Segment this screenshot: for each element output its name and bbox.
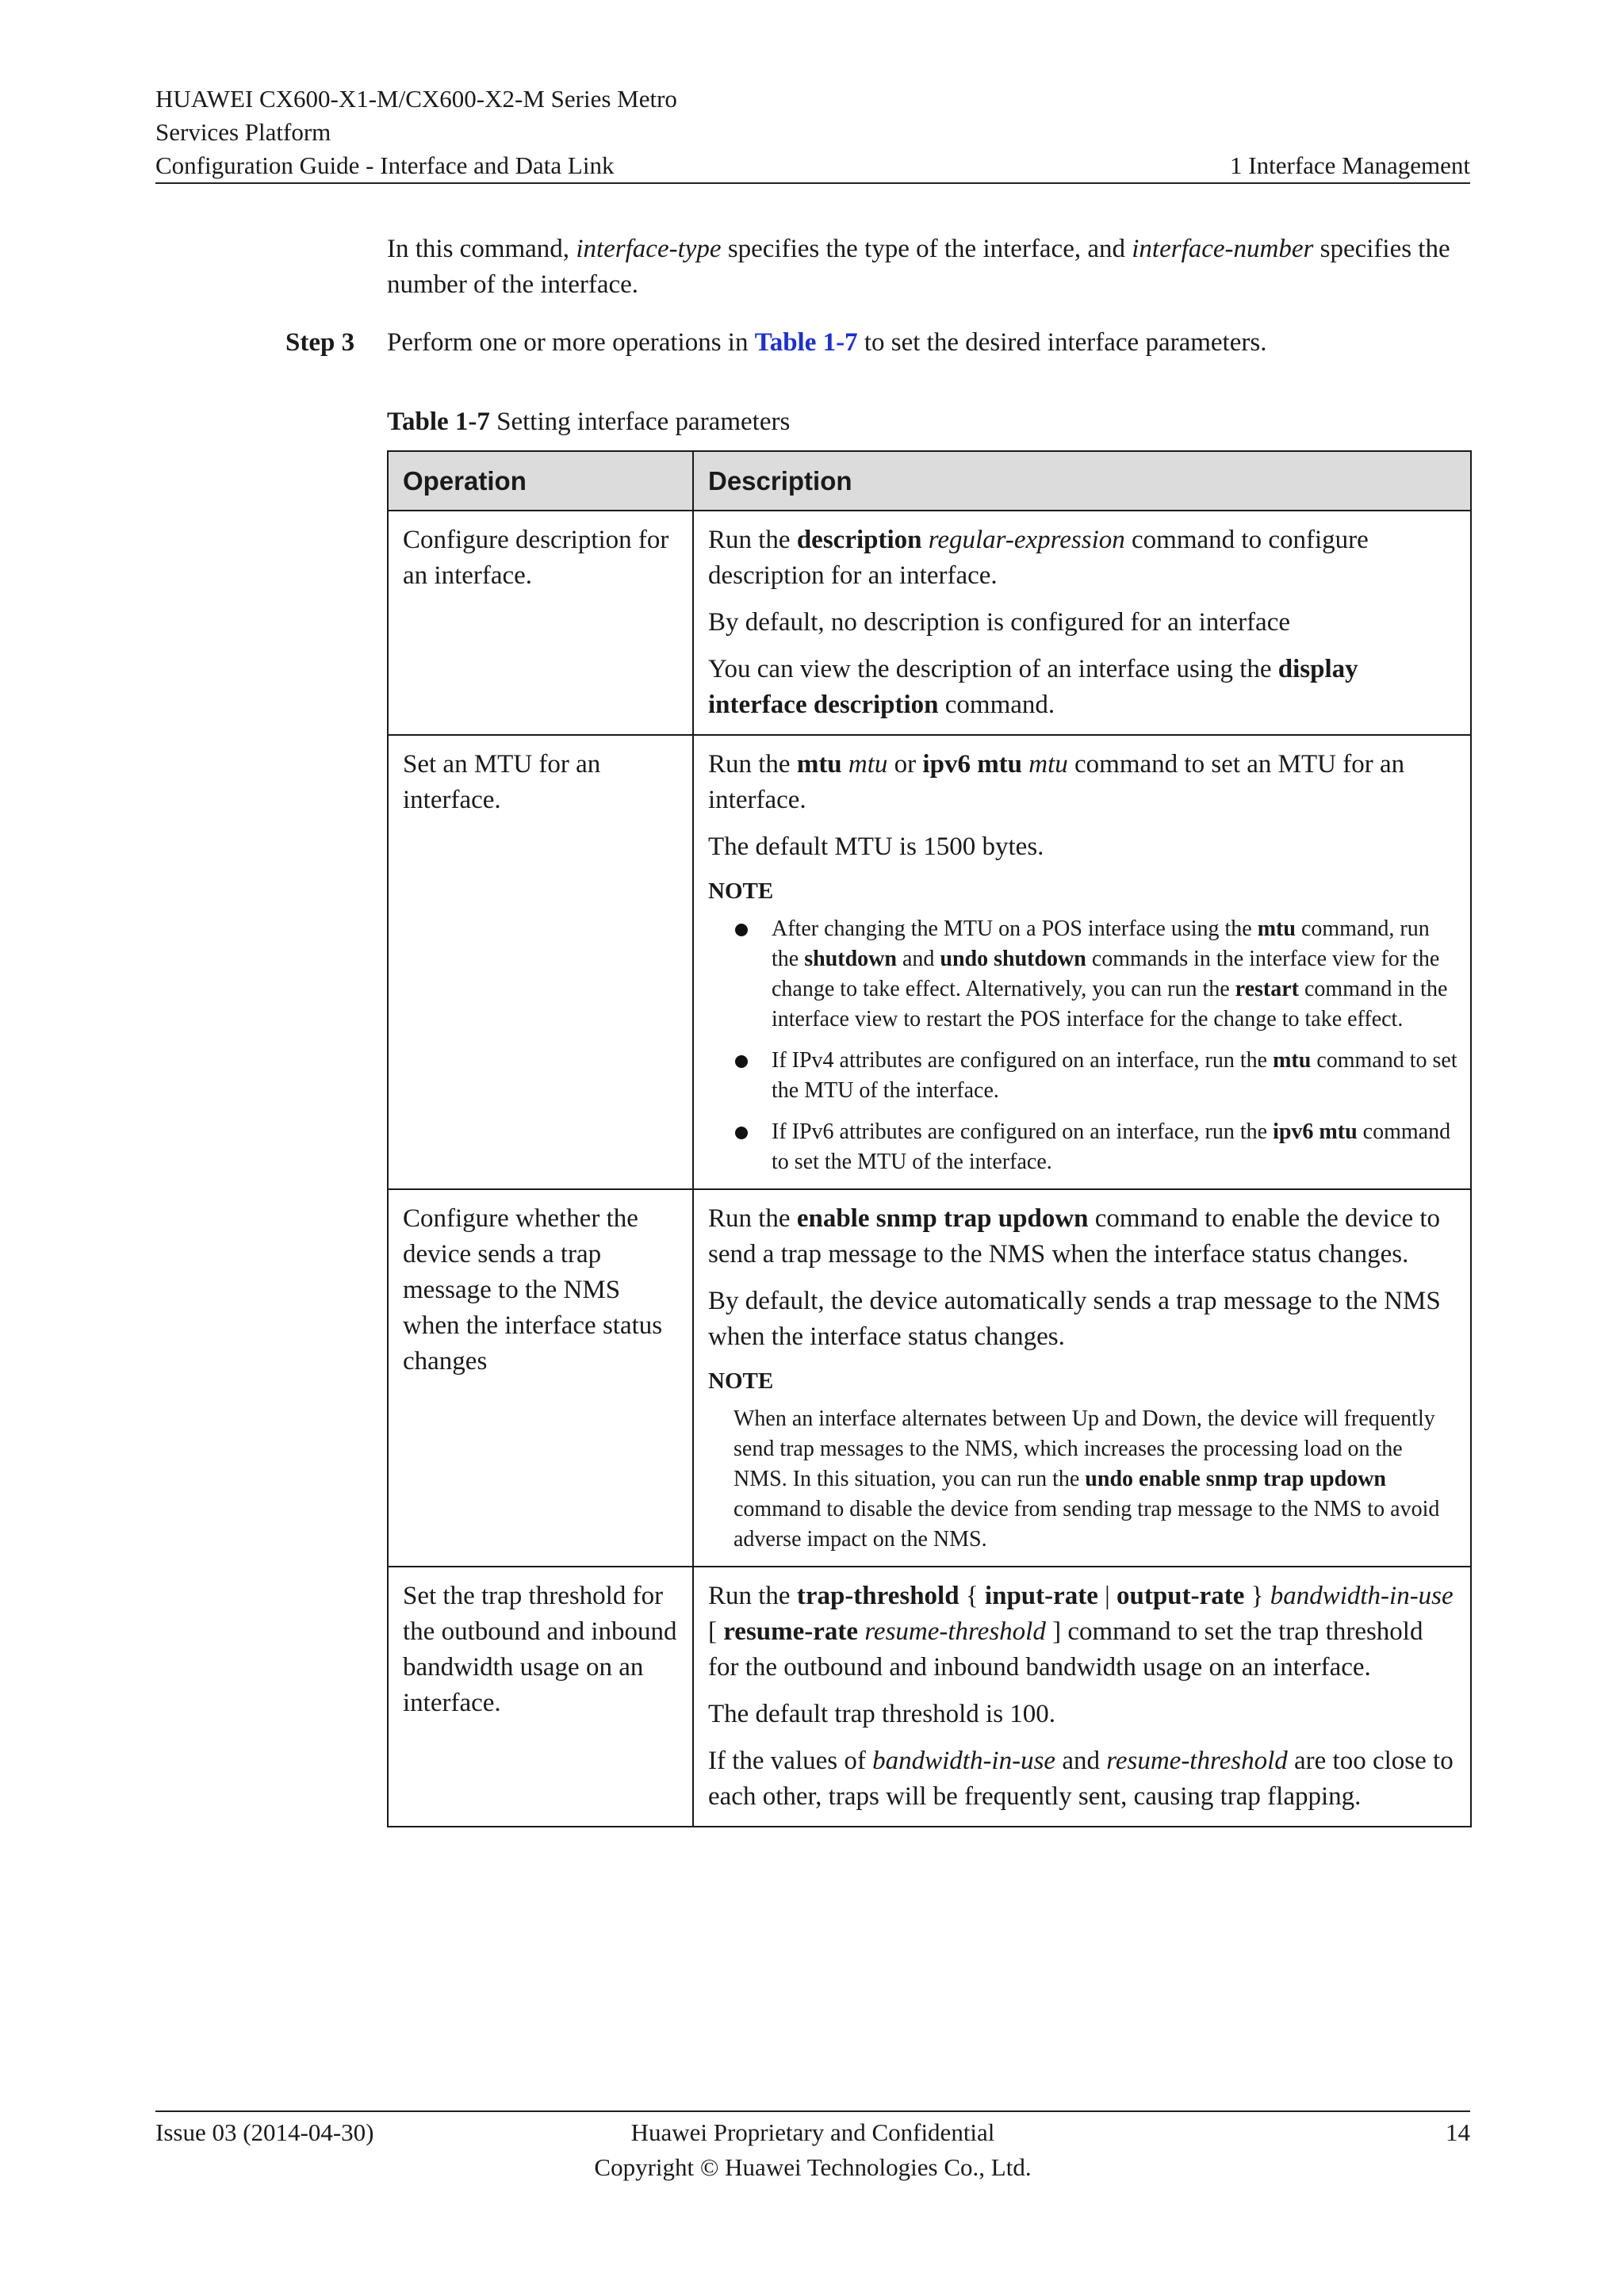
- operation-cell: Configure description for an interface.: [388, 511, 693, 735]
- caption-title: Setting interface parameters: [489, 408, 791, 436]
- note-list-item: After changing the MTU on a POS interface using the mtu command, run the shutdown and undo shutdown commands in the interface view for the change to take effect. Alternatively, you can run the restart command in the interface view to restart the POS interface for the change to take effect.: [708, 914, 1457, 1035]
- description-cell: [693, 1567, 1471, 1827]
- intro-text: specifies the number of the interface.: [387, 235, 1450, 299]
- description-paragraph: By default, no description is configured for an interface: [708, 608, 1290, 637]
- header-divider: [155, 182, 1470, 184]
- note-text: When an interface alternates between Up and Down, the device will frequently send trap messages to the NMS, which increases the processing load on the NMS. In this situation, you can run the undo enable snmp trap updown command to disable the device from sending trap message to the NMS to avoid adverse impact on the NMS.: [733, 1406, 1440, 1552]
- column-header-operation: Operation: [388, 451, 693, 511]
- operation-cell: Set the trap threshold for the outbound and inbound bandwidth usage on an interface.: [388, 1567, 693, 1827]
- intro-param-interface-type: interface-type: [576, 235, 722, 263]
- note-list-item: If IPv6 attributes are configured on an interface, run the ipv6 mtu command to set the MTU of the interface.: [708, 1117, 1457, 1177]
- header-guide-title: Configuration Guide - Interface and Data Link: [155, 151, 615, 179]
- description-paragraph: The default trap threshold is 100.: [708, 1700, 1056, 1728]
- description-paragraph: You can view the description of an interface using the display interface description command.: [708, 655, 1358, 719]
- intro-paragraph: [387, 232, 1465, 303]
- description-cell: [693, 511, 1471, 735]
- page-header: [155, 82, 1470, 182]
- table-row: [388, 1567, 1471, 1827]
- parameters-table: [387, 450, 1472, 1827]
- bullet-icon: [735, 1127, 748, 1139]
- footer-copyright: Copyright © Huawei Technologies Co., Ltd.: [594, 2153, 1032, 2181]
- description-paragraph: Run the enable snmp trap updown command to enable the device to send a trap message to the NMS when the interface status changes.: [708, 1204, 1441, 1269]
- table-header-row: [388, 451, 1471, 511]
- table-row: [388, 735, 1471, 1189]
- header-product-line1: HUAWEI CX600-X1-M/CX600-X2-M Series Metro: [155, 85, 677, 113]
- footer-divider: [155, 2110, 1470, 2112]
- header-chapter: 1 Interface Management: [1230, 151, 1470, 179]
- table-row: [388, 511, 1471, 735]
- intro-param-interface-number: interface-number: [1132, 235, 1314, 263]
- step-text: to set the desired interface parameters.: [857, 328, 1267, 357]
- operation-cell: Set an MTU for an interface.: [388, 735, 693, 1189]
- note-list-item: If IPv4 attributes are configured on an interface, run the mtu command to set the MTU of the interface.: [708, 1046, 1457, 1106]
- intro-text: In this command,: [387, 235, 576, 263]
- intro-text: specifies the type of the interface, and: [721, 235, 1132, 263]
- description-paragraph: By default, the device automatically sends a trap message to the NMS when the interface status changes.: [708, 1287, 1441, 1351]
- footer-confidential: Huawei Proprietary and Confidential: [630, 2118, 995, 2146]
- note-label: NOTE: [708, 1368, 774, 1394]
- footer-issue: Issue 03 (2014-04-30): [155, 2118, 374, 2146]
- description-paragraph: The default MTU is 1500 bytes.: [708, 832, 1044, 861]
- step-3: [285, 325, 1475, 361]
- footer-center: [155, 2115, 1470, 2185]
- table-link[interactable]: Table 1-7: [754, 328, 858, 357]
- description-paragraph: If the values of bandwidth-in-use and resume-threshold are too close to each other, traps will be frequently sent, causing trap flapping.: [708, 1747, 1454, 1811]
- table-caption: [387, 404, 790, 440]
- step-text: Perform one or more operations in: [387, 328, 755, 357]
- bullet-icon: [735, 1055, 748, 1068]
- operation-cell: Configure whether the device sends a trap message to the NMS when the interface status changes: [388, 1189, 693, 1567]
- header-product-line2: Services Platform: [155, 118, 331, 146]
- page-number: 14: [1446, 2118, 1470, 2146]
- note-list: [708, 914, 1457, 1177]
- note-label: NOTE: [708, 878, 774, 904]
- column-header-description: Description: [693, 451, 1471, 511]
- caption-number: Table 1-7: [387, 408, 490, 436]
- bullet-icon: [735, 924, 748, 936]
- description-paragraph: Run the mtu mtu or ipv6 mtu mtu command to set an MTU for an interface.: [708, 750, 1405, 814]
- description-cell: [693, 1189, 1471, 1567]
- description-paragraph: Run the description regular-expression command to configure description for an interface.: [708, 526, 1369, 590]
- table-row: [388, 1189, 1471, 1567]
- step-label: Step 3: [285, 328, 355, 357]
- description-cell: [693, 735, 1471, 1189]
- description-paragraph: Run the trap-threshold { input-rate | output-rate } bandwidth-in-use [ resume-rate resume-threshold ] command to set the trap threshold for the outbound and inbound bandwidth usage on an interface.: [708, 1582, 1454, 1682]
